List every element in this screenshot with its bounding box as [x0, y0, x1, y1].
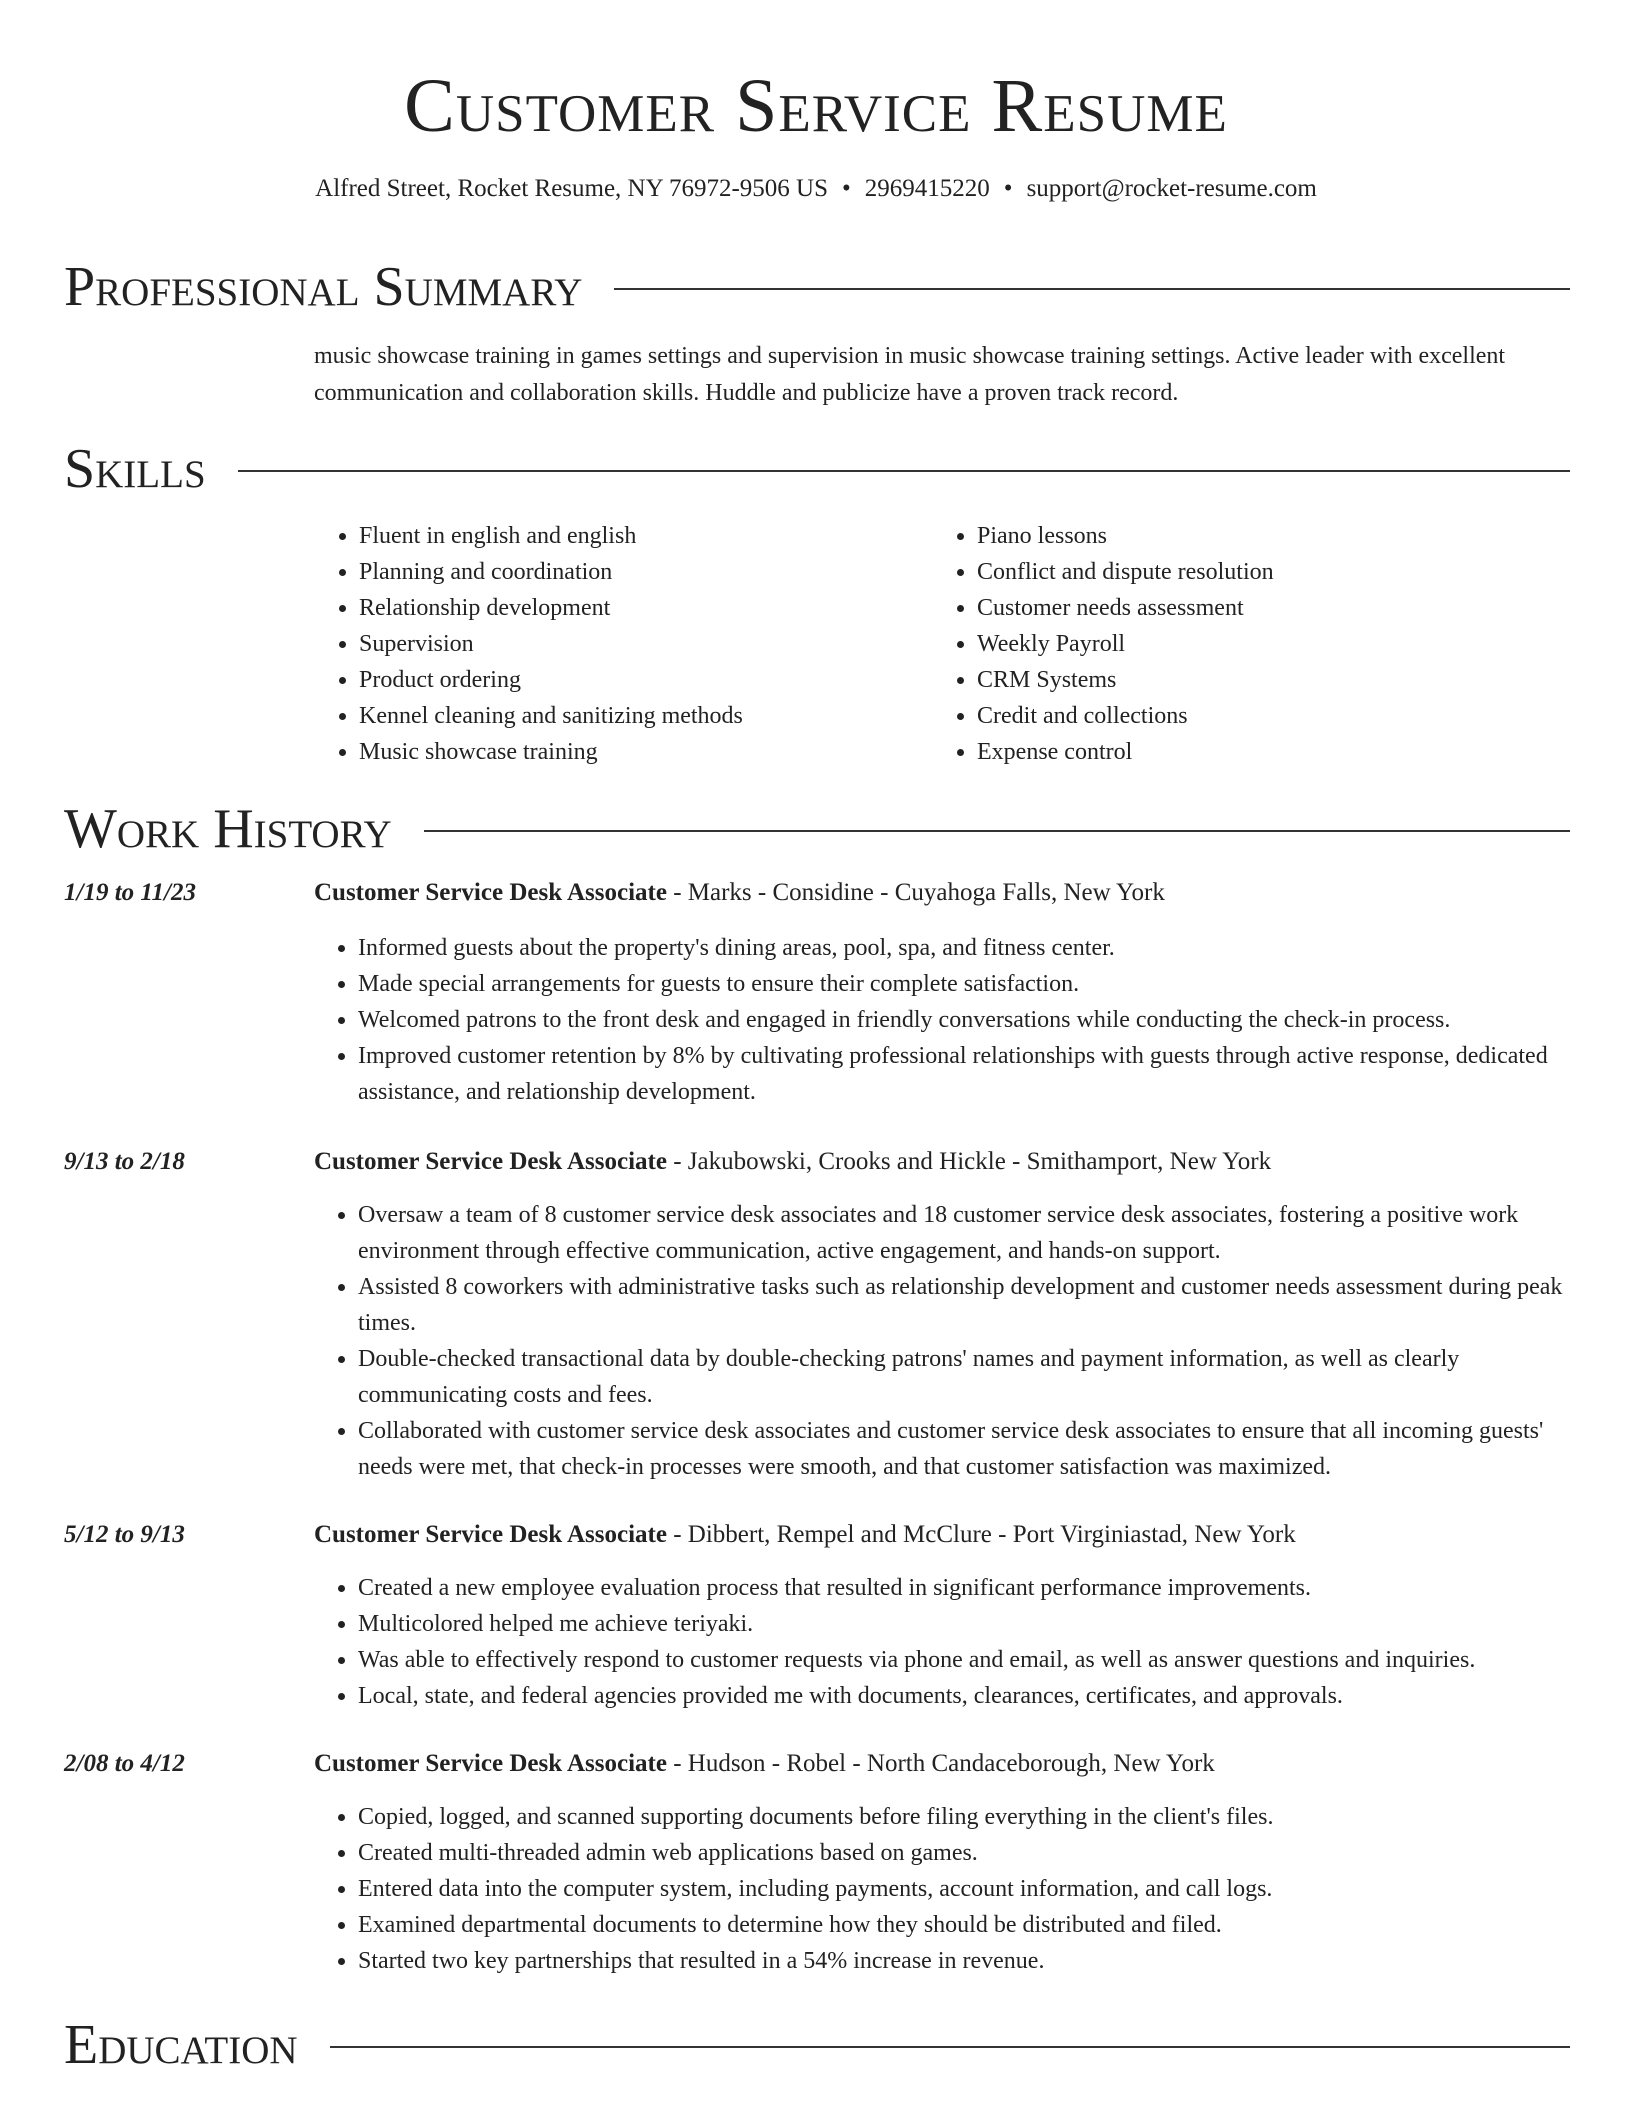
skills-column-left: [314, 518, 932, 770]
section-divider: [238, 470, 1570, 472]
skill-item: • Weekly Payroll: [977, 626, 1550, 662]
job-bullet: • Examined departmental documents to determine how they should be distributed and filed.: [358, 1907, 1570, 1943]
job-bullet: • Double-checked transactional data by double-checking patrons' names and payment information, as well as clearly communicating costs and fees.: [358, 1341, 1570, 1413]
skill-item: • Kennel cleaning and sanitizing methods: [359, 698, 932, 734]
job-dates: 9/13 to 2/18: [64, 1148, 185, 1175]
job-title: Customer Service Desk Associate: [314, 1750, 667, 1777]
job-dates: 5/12 to 9/13: [64, 1521, 185, 1548]
job-dates: 2/08 to 4/12: [64, 1750, 185, 1777]
job-bullet: • Multicolored helped me achieve teriyaki.: [358, 1606, 1570, 1642]
section-title-skills: Skills: [64, 438, 206, 500]
job-company: - Marks - Considine - Cuyahoga Falls, New York: [666, 879, 1165, 906]
job-bullet: • Copied, logged, and scanned supporting documents before filing everything in the client's files.: [358, 1799, 1570, 1835]
skill-item: • CRM Systems: [977, 662, 1550, 698]
resume-title: Customer Service Resume: [404, 64, 1228, 148]
contact-separator: •: [1003, 175, 1013, 202]
section-header-summary: [64, 254, 1570, 320]
job-bullet: • Created a new employee evaluation process that resulted in significant performance improvements.: [358, 1570, 1570, 1606]
job-bullet: • Collaborated with customer service desk associates and customer service desk associates to ensure that all incoming guests' needs were met, that check-in processes were smooth, and that customer satisfaction was maximized.: [358, 1413, 1570, 1485]
section-title-summary: Professional Summary: [64, 256, 583, 318]
job-bullets: [314, 930, 1570, 1110]
skills-column-right: [932, 518, 1550, 770]
job-bullet: • Made special arrangements for guests to ensure their complete satisfaction.: [358, 966, 1570, 1002]
contact-line: [0, 172, 1632, 206]
job-heading: [314, 1145, 1570, 1179]
section-header-skills: [64, 436, 1570, 502]
job-bullets: [314, 1197, 1570, 1485]
job-bullet: • Entered data into the computer system, including payments, account information, and call logs.: [358, 1871, 1570, 1907]
job-bullets: [314, 1570, 1570, 1714]
summary-text: music showcase training in games settings and supervision in music showcase training settings. Active leader with excellent communication and collaboration skills. Huddle and publicize have a proven track record.: [314, 343, 1506, 406]
section-divider: [614, 288, 1570, 290]
skill-item: • Relationship development: [359, 590, 932, 626]
job-title: Customer Service Desk Associate: [314, 1148, 667, 1175]
job-heading: [314, 1518, 1570, 1552]
job-bullet: • Local, state, and federal agencies provided me with documents, clearances, certificates, and approvals.: [358, 1678, 1570, 1714]
job-title: Customer Service Desk Associate: [314, 879, 667, 906]
contact-email: support@rocket-resume.com: [1026, 175, 1317, 202]
skill-item: • Music showcase training: [359, 734, 932, 770]
skill-item: • Fluent in english and english: [359, 518, 932, 554]
job-company: - Hudson - Robel - North Candaceborough, New York: [666, 1750, 1215, 1777]
contact-separator: •: [842, 175, 851, 202]
job-bullet: • Oversaw a team of 8 customer service desk associates and 18 customer service desk associates, fostering a positive work environment through effective communication, active engagement, and hands-on support.: [358, 1197, 1570, 1269]
section-title-education: Education: [64, 2014, 298, 2076]
job-bullet: • Improved customer retention by 8% by cultivating professional relationships with guests through active response, dedicated assistance, and relationship development.: [358, 1038, 1570, 1110]
job-title: Customer Service Desk Associate: [314, 1521, 667, 1548]
skill-item: • Credit and collections: [977, 698, 1550, 734]
skill-item: • Product ordering: [359, 662, 932, 698]
section-title-work: Work History: [64, 798, 392, 860]
job-heading: [314, 876, 1570, 910]
job-bullet: • Created multi-threaded admin web applications based on games.: [358, 1835, 1570, 1871]
contact-phone: 2969415220: [864, 175, 990, 202]
section-divider: [330, 2046, 1570, 2048]
skills-list: [314, 518, 1570, 770]
skill-item: • Supervision: [359, 626, 932, 662]
job-dates: 1/19 to 11/23: [64, 879, 196, 906]
section-header-work: [64, 796, 1570, 862]
skill-item: • Planning and coordination: [359, 554, 932, 590]
skill-item: • Expense control: [977, 734, 1550, 770]
job-company: - Jakubowski, Crooks and Hickle - Smithamport, New York: [666, 1148, 1272, 1175]
skill-item: • Customer needs assessment: [977, 590, 1550, 626]
job-bullet: • Assisted 8 coworkers with administrative tasks such as relationship development and customer needs assessment during peak times.: [358, 1269, 1570, 1341]
job-company: - Dibbert, Rempel and McClure - Port Virginiastad, New York: [666, 1521, 1296, 1548]
skill-item: • Conflict and dispute resolution: [977, 554, 1550, 590]
job-bullet: • Started two key partnerships that resulted in a 54% increase in revenue.: [358, 1943, 1570, 1979]
contact-address: Alfred Street, Rocket Resume, NY 76972-9506 US: [315, 175, 829, 202]
job-heading: [314, 1747, 1570, 1781]
job-bullet: • Informed guests about the property's dining areas, pool, spa, and fitness center.: [358, 930, 1570, 966]
skill-item: • Piano lessons: [977, 518, 1550, 554]
job-bullet: • Was able to effectively respond to customer requests via phone and email, as well as answer questions and inquiries.: [358, 1642, 1570, 1678]
section-header-education: [64, 2012, 1570, 2078]
section-divider: [424, 830, 1570, 832]
job-bullets: [314, 1799, 1570, 1979]
job-bullet: • Welcomed patrons to the front desk and engaged in friendly conversations while conducting the check-in process.: [358, 1002, 1570, 1038]
